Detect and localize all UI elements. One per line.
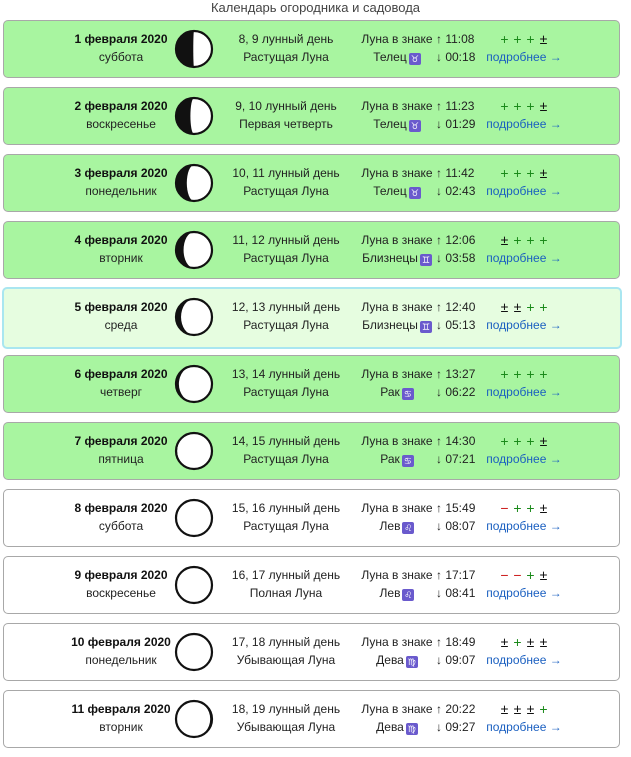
activity-marks — [484, 432, 564, 450]
marks-cell — [484, 289, 564, 334]
moon-phase-label: Растущая Луна — [243, 50, 329, 64]
moon-phase-icon — [174, 431, 214, 471]
moon-times-cell — [436, 356, 482, 401]
moon-phase-icon — [174, 230, 214, 270]
gemini-icon: ♊ — [421, 322, 430, 332]
zodiac-sign-label: Лев — [379, 586, 401, 600]
mark-icon: ± — [500, 701, 509, 717]
moonset-time: ↓ 03:58 — [436, 251, 476, 265]
moon-phase-icon — [174, 498, 214, 538]
marks-cell — [484, 423, 564, 468]
moonset-time: ↓ 01:29 — [436, 117, 476, 131]
lunar-day-label: 9, 10 лунный день — [235, 99, 337, 113]
details-link[interactable]: подробнее → — [486, 50, 562, 64]
date-label: 9 февраля 2020 — [74, 568, 168, 582]
mark-icon: + — [526, 165, 535, 181]
date-cell — [58, 222, 184, 267]
mark-icon: + — [500, 165, 509, 181]
page-title: Календарь огородника и садовода — [210, 0, 421, 15]
zodiac-cell — [350, 21, 444, 66]
mark-icon: + — [500, 31, 509, 47]
date-label: 2 февраля 2020 — [74, 99, 168, 113]
zodiac-sign-label: Близнецы — [362, 318, 418, 332]
zodiac-cell — [350, 222, 444, 267]
zodiac-cell — [350, 691, 444, 736]
moon-phase-icon — [174, 163, 214, 203]
moon-phase-label: Растущая Луна — [243, 318, 329, 332]
mark-icon: + — [526, 366, 535, 382]
lunar-day-cell — [220, 155, 352, 200]
moonrise-time: ↑ 12:06 — [436, 233, 476, 247]
moon-times-cell — [436, 490, 482, 535]
weekday-label: понедельник — [85, 184, 157, 198]
lunar-day-label: 17, 18 лунный день — [231, 635, 341, 649]
zodiac-cell — [350, 289, 444, 334]
moon-phase-label: Растущая Луна — [243, 251, 329, 265]
moonrise-time: ↑ 11:23 — [436, 99, 475, 113]
activity-marks — [484, 633, 564, 651]
taurus-icon: ♉ — [410, 54, 419, 64]
weekday-label: пятница — [98, 452, 144, 466]
details-link[interactable]: подробнее → — [486, 117, 562, 131]
mark-icon: ± — [539, 165, 548, 181]
moon-phase-icon — [174, 632, 214, 672]
activity-marks — [484, 231, 564, 249]
day-row — [3, 556, 620, 614]
moonset-time: ↓ 06:22 — [436, 385, 476, 399]
date-label: 6 февраля 2020 — [74, 367, 168, 381]
date-cell — [58, 88, 184, 133]
moon-phase-icon — [174, 96, 214, 136]
activity-marks — [484, 365, 564, 383]
weekday-label: воскресенье — [86, 117, 156, 131]
zodiac-cell — [350, 557, 444, 602]
day-row — [3, 20, 620, 78]
zodiac-prefix: Луна в знаке — [361, 99, 433, 113]
moon-phase-label: Растущая Луна — [243, 519, 329, 533]
details-link[interactable]: подробнее → — [486, 720, 562, 734]
mark-icon: ± — [500, 232, 509, 248]
date-cell — [58, 423, 184, 468]
activity-marks — [484, 30, 564, 48]
mark-icon: ± — [539, 567, 548, 583]
activity-marks — [484, 97, 564, 115]
zodiac-prefix: Луна в знаке — [361, 568, 433, 582]
mark-icon: ± — [526, 701, 535, 717]
moonset-time: ↓ 09:27 — [436, 720, 476, 734]
mark-icon: + — [526, 232, 535, 248]
marks-cell — [484, 88, 564, 133]
zodiac-sign-label: Рак — [380, 452, 400, 466]
mark-icon: ± — [539, 500, 548, 516]
taurus-icon: ♉ — [410, 121, 419, 131]
activity-marks — [484, 499, 564, 517]
zodiac-cell — [350, 356, 444, 401]
marks-cell — [484, 490, 564, 535]
mark-icon: + — [513, 165, 522, 181]
moon-phase-label: Растущая Луна — [243, 184, 329, 198]
lunar-day-cell — [220, 490, 352, 535]
mark-icon: − — [500, 567, 509, 583]
zodiac-prefix: Луна в знаке — [361, 702, 433, 716]
zodiac-sign-label: Близнецы — [362, 251, 418, 265]
lunar-day-label: 11, 12 лунный день — [232, 233, 340, 247]
zodiac-sign-label: Дева — [376, 653, 404, 667]
moon-phase-label: Убывающая Луна — [236, 653, 336, 667]
details-link[interactable]: подробнее → — [486, 318, 562, 332]
moon-phase-label: Полная Луна — [249, 586, 323, 600]
lunar-day-label: 16, 17 лунный день — [231, 568, 341, 582]
mark-icon: + — [513, 634, 522, 650]
zodiac-sign-label: Телец — [373, 184, 407, 198]
moonrise-time: ↑ 15:49 — [436, 501, 476, 515]
date-label: 10 февраля 2020 — [71, 635, 171, 649]
zodiac-prefix: Луна в знаке — [361, 233, 433, 247]
zodiac-cell — [350, 155, 444, 200]
date-label: 3 февраля 2020 — [74, 166, 168, 180]
weekday-label: суббота — [98, 50, 144, 64]
moonrise-time: ↑ 11:08 — [436, 32, 475, 46]
zodiac-cell — [350, 423, 444, 468]
mark-icon: ± — [513, 701, 522, 717]
zodiac-prefix: Луна в знаке — [361, 166, 433, 180]
zodiac-sign-label: Телец — [373, 50, 407, 64]
details-link[interactable]: подробнее → — [486, 519, 562, 533]
moonrise-time: ↑ 14:30 — [436, 434, 476, 448]
mark-icon: + — [526, 567, 535, 583]
date-cell — [58, 490, 184, 535]
marks-cell — [484, 557, 564, 602]
lunar-day-label: 13, 14 лунный день — [231, 367, 341, 381]
details-link[interactable]: подробнее → — [486, 586, 562, 600]
day-row — [3, 489, 620, 547]
activity-marks — [484, 298, 564, 316]
day-row — [3, 355, 620, 413]
weekday-label: воскресенье — [86, 586, 156, 600]
mark-icon: + — [539, 232, 548, 248]
moon-phase-label: Убывающая Луна — [236, 720, 336, 734]
cancer-icon: ♋ — [403, 389, 412, 399]
moon-phase-icon — [174, 565, 214, 605]
day-row — [3, 221, 620, 279]
day-row — [3, 623, 620, 681]
moonrise-time: ↑ 20:22 — [436, 702, 476, 716]
marks-cell — [484, 691, 564, 736]
day-row — [3, 154, 620, 212]
gemini-icon: ♊ — [421, 255, 430, 265]
taurus-icon: ♉ — [410, 188, 419, 198]
date-label: 7 февраля 2020 — [74, 434, 168, 448]
weekday-label: суббота — [98, 519, 144, 533]
moon-phase-icon — [174, 29, 214, 69]
mark-icon: + — [526, 500, 535, 516]
zodiac-cell — [350, 490, 444, 535]
zodiac-prefix: Луна в знаке — [361, 367, 433, 381]
moon-times-cell — [436, 624, 482, 669]
lunar-day-label: 18, 19 лунный день — [231, 702, 341, 716]
moon-times-cell — [436, 21, 482, 66]
moon-times-cell — [436, 222, 482, 267]
date-cell — [58, 557, 184, 602]
mark-icon: ± — [539, 31, 548, 47]
date-label: 11 февраля 2020 — [71, 702, 171, 716]
moon-times-cell — [436, 423, 482, 468]
details-link[interactable]: подробнее → — [486, 385, 562, 399]
lunar-day-cell — [220, 691, 352, 736]
virgo-icon: ♍ — [407, 657, 416, 667]
mark-icon: ± — [500, 634, 509, 650]
zodiac-prefix: Луна в знаке — [361, 434, 433, 448]
lunar-day-cell — [220, 557, 352, 602]
moon-phase-label: Первая четверть — [239, 117, 333, 131]
moon-phase-label: Растущая Луна — [243, 385, 329, 399]
details-link[interactable]: подробнее → — [486, 251, 562, 265]
mark-icon: + — [500, 98, 509, 114]
weekday-label: вторник — [99, 720, 143, 734]
date-cell — [58, 21, 184, 66]
lunar-day-label: 15, 16 лунный день — [231, 501, 341, 515]
mark-icon: ± — [513, 299, 522, 315]
date-cell — [58, 624, 184, 669]
date-cell — [58, 691, 184, 736]
mark-icon: ± — [539, 634, 548, 650]
date-label: 1 февраля 2020 — [74, 32, 168, 46]
mark-icon: + — [513, 98, 522, 114]
date-label: 4 февраля 2020 — [74, 233, 168, 247]
mark-icon: + — [513, 500, 522, 516]
moonrise-time: ↑ 17:17 — [436, 568, 476, 582]
lunar-day-cell — [220, 88, 352, 133]
leo-icon: ♌ — [404, 523, 413, 533]
zodiac-prefix: Луна в знаке — [361, 501, 433, 515]
mark-icon: + — [526, 299, 535, 315]
zodiac-prefix: Луна в знаке — [361, 300, 433, 314]
mark-icon: + — [513, 232, 522, 248]
weekday-label: вторник — [99, 251, 143, 265]
lunar-day-label: 14, 15 лунный день — [231, 434, 341, 448]
moon-phase-label: Растущая Луна — [243, 452, 329, 466]
activity-marks — [484, 566, 564, 584]
zodiac-cell — [350, 624, 444, 669]
moonrise-time: ↑ 11:42 — [436, 166, 475, 180]
zodiac-sign-label: Лев — [379, 519, 401, 533]
moon-phase-icon — [174, 297, 214, 337]
moon-times-cell — [436, 557, 482, 602]
mark-icon: ± — [526, 634, 535, 650]
moonset-time: ↓ 05:13 — [436, 318, 476, 332]
moon-times-cell — [436, 691, 482, 736]
marks-cell — [484, 21, 564, 66]
date-cell — [58, 155, 184, 200]
details-link[interactable]: подробнее → — [486, 452, 562, 466]
zodiac-sign-label: Дева — [376, 720, 404, 734]
moonset-time: ↓ 07:21 — [436, 452, 476, 466]
day-row — [3, 422, 620, 480]
moon-times-cell — [436, 155, 482, 200]
mark-icon: + — [500, 366, 509, 382]
zodiac-prefix: Луна в знаке — [361, 32, 433, 46]
date-label: 8 февраля 2020 — [74, 501, 168, 515]
moon-times-cell — [436, 88, 482, 133]
day-row — [2, 287, 622, 349]
mark-icon: + — [513, 366, 522, 382]
mark-icon: + — [526, 98, 535, 114]
lunar-day-cell — [220, 21, 352, 66]
marks-cell — [484, 155, 564, 200]
moonset-time: ↓ 09:07 — [436, 653, 476, 667]
zodiac-cell — [350, 88, 444, 133]
weekday-label: среда — [104, 318, 138, 332]
zodiac-prefix: Луна в знаке — [361, 635, 433, 649]
mark-icon: ± — [539, 98, 548, 114]
lunar-day-label: 8, 9 лунный день — [238, 32, 334, 46]
date-cell — [58, 289, 184, 334]
lunar-day-label: 12, 13 лунный день — [231, 300, 341, 314]
mark-icon: + — [500, 433, 509, 449]
marks-cell — [484, 222, 564, 267]
day-row — [3, 690, 620, 748]
details-link[interactable]: подробнее → — [486, 653, 562, 667]
mark-icon: − — [513, 567, 522, 583]
moonrise-time: ↑ 13:27 — [436, 367, 476, 381]
day-row — [3, 87, 620, 145]
zodiac-sign-label: Телец — [373, 117, 407, 131]
moonrise-time: ↑ 18:49 — [436, 635, 476, 649]
mark-icon: + — [526, 31, 535, 47]
mark-icon: + — [513, 433, 522, 449]
lunar-day-label: 10, 11 лунный день — [232, 166, 340, 180]
mark-icon: + — [539, 366, 548, 382]
moonset-time: ↓ 00:18 — [436, 50, 476, 64]
moon-phase-icon — [174, 699, 214, 739]
mark-icon: ± — [500, 299, 509, 315]
mark-icon: + — [539, 701, 548, 717]
moonset-time: ↓ 08:07 — [436, 519, 476, 533]
moon-times-cell — [436, 289, 482, 334]
moonset-time: ↓ 02:43 — [436, 184, 476, 198]
mark-icon: + — [526, 433, 535, 449]
activity-marks — [484, 700, 564, 718]
lunar-day-cell — [220, 624, 352, 669]
date-label: 5 февраля 2020 — [74, 300, 168, 314]
mark-icon: − — [500, 500, 509, 516]
marks-cell — [484, 624, 564, 669]
moonrise-time: ↑ 12:40 — [436, 300, 476, 314]
mark-icon: ± — [539, 433, 548, 449]
mark-icon: + — [539, 299, 548, 315]
moon-phase-icon — [174, 364, 214, 404]
weekday-label: понедельник — [85, 653, 157, 667]
lunar-day-cell — [220, 423, 352, 468]
lunar-day-cell — [220, 222, 352, 267]
moonset-time: ↓ 08:41 — [436, 586, 476, 600]
activity-marks — [484, 164, 564, 182]
mark-icon: + — [513, 31, 522, 47]
lunar-day-cell — [220, 356, 352, 401]
details-link[interactable]: подробнее → — [486, 184, 562, 198]
virgo-icon: ♍ — [407, 724, 416, 734]
cancer-icon: ♋ — [403, 456, 412, 466]
zodiac-sign-label: Рак — [380, 385, 400, 399]
lunar-day-cell — [220, 289, 352, 334]
date-cell — [58, 356, 184, 401]
leo-icon: ♌ — [404, 590, 413, 600]
weekday-label: четверг — [100, 385, 142, 399]
marks-cell — [484, 356, 564, 401]
